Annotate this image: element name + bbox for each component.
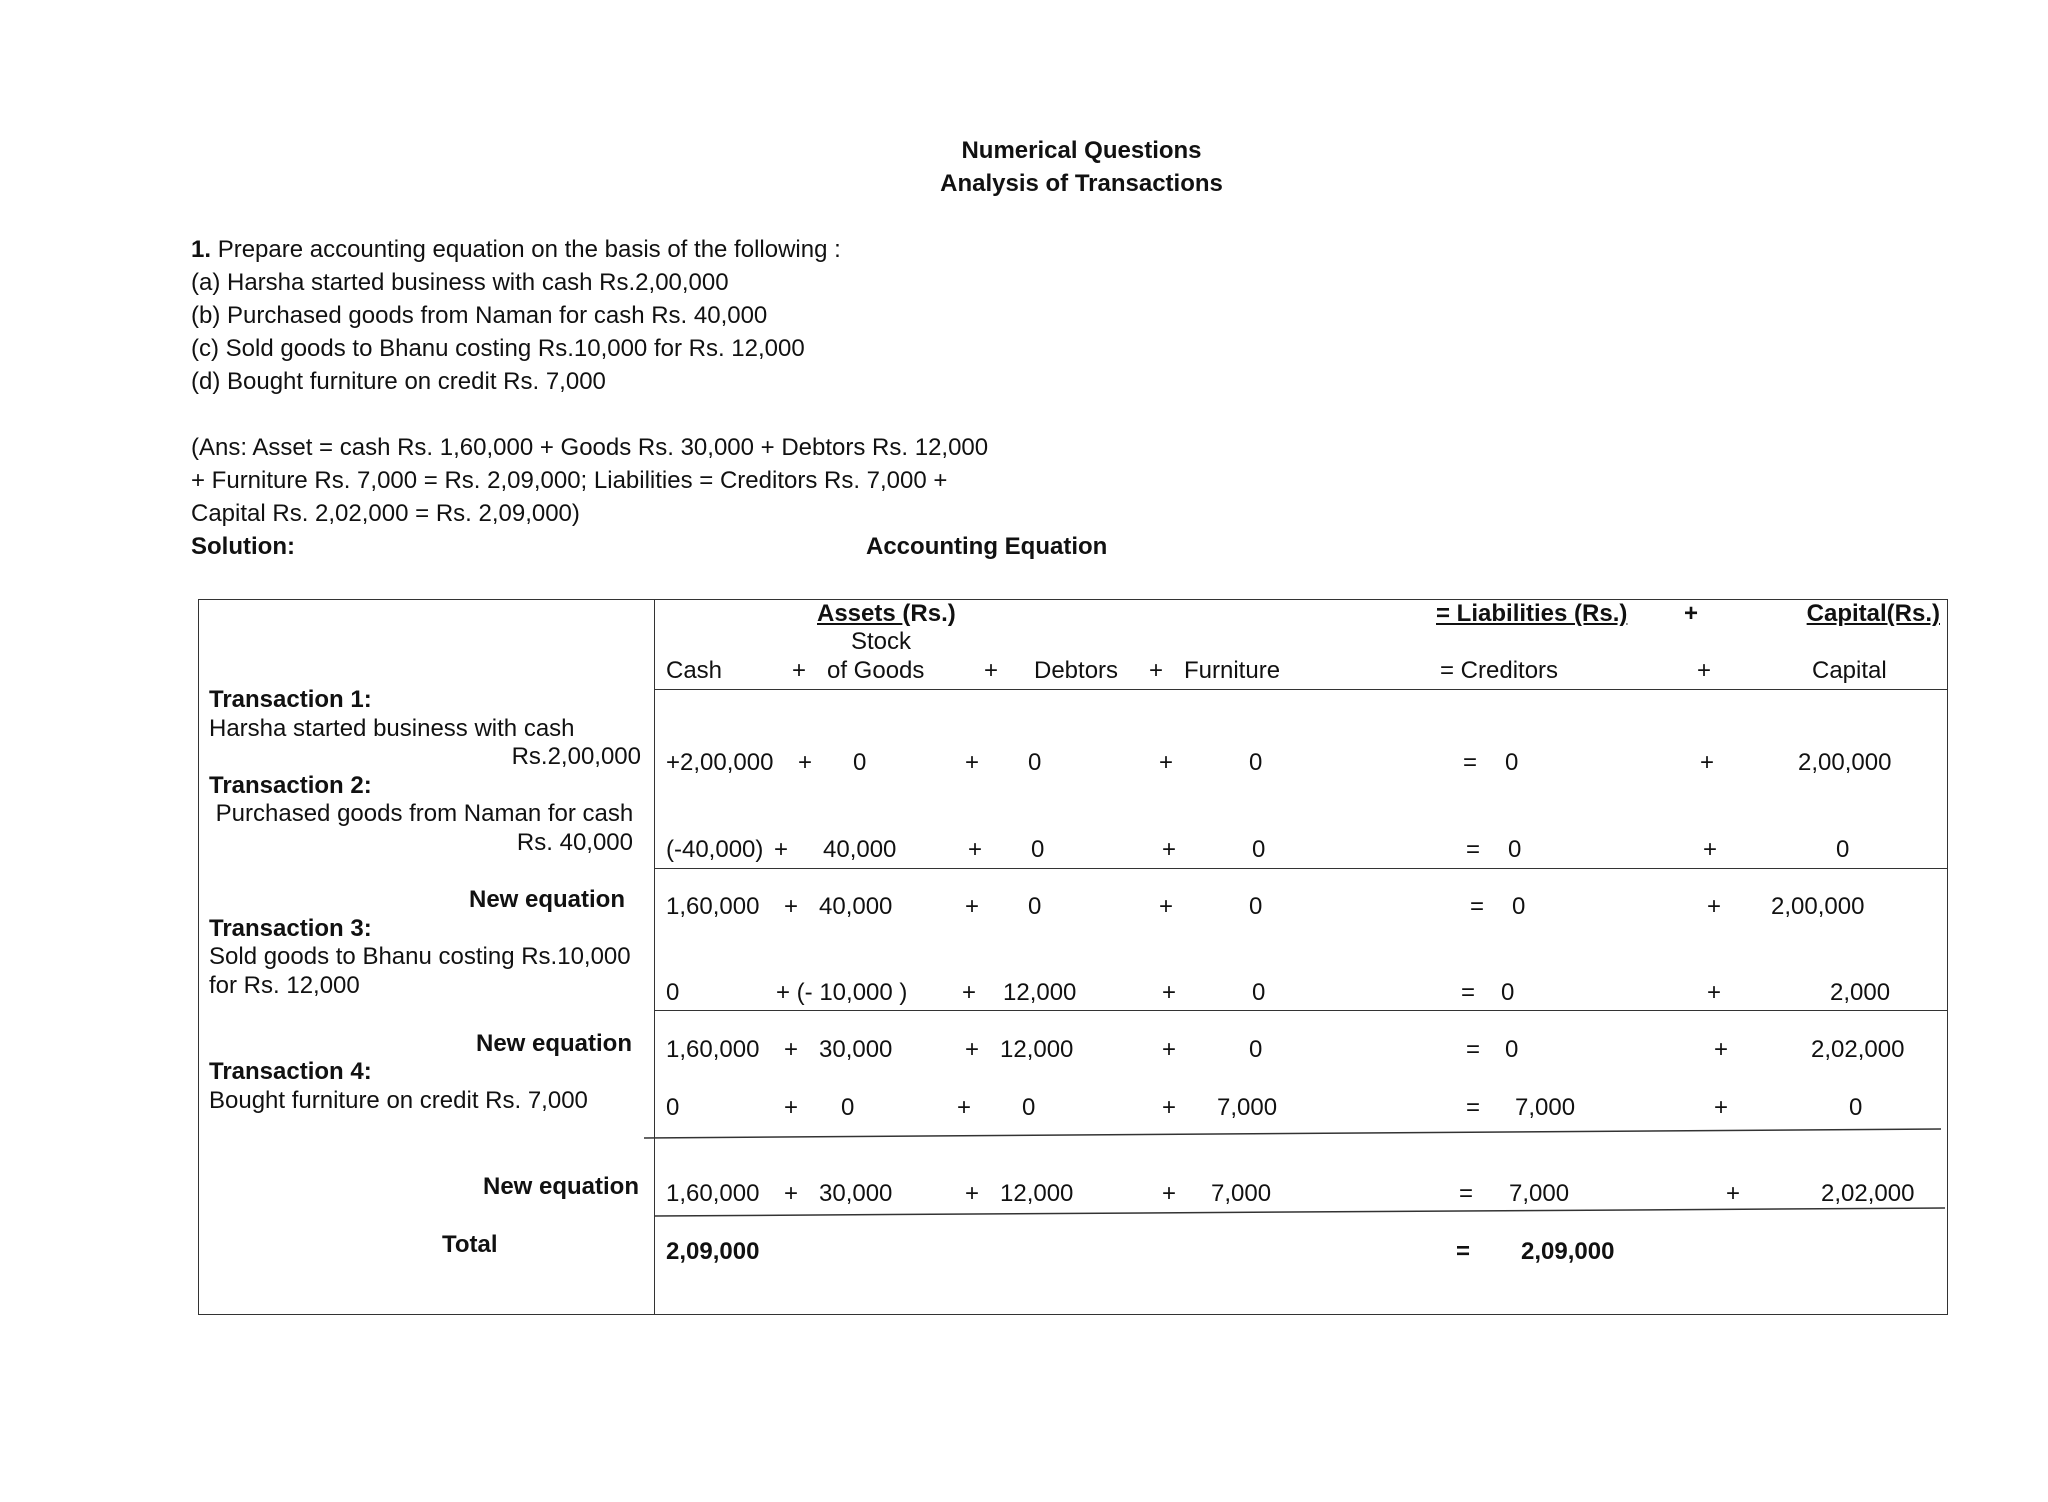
answer-line-2: + Furniture Rs. 7,000 = Rs. 2,09,000; Liabilities = Creditors Rs. 7,000 + (191, 467, 948, 494)
solution-label: Solution: (191, 533, 295, 560)
transaction-1-text: Harsha started business with cash (209, 715, 575, 742)
row-4-furniture: 0 (1252, 979, 1266, 1006)
plus-sign: + (1703, 836, 1718, 863)
total-label: Total (442, 1231, 498, 1258)
row-2-creditors: 0 (1508, 836, 1522, 863)
row-5-cash: 1,60,000 (666, 1036, 760, 1063)
equals-sign: = (1466, 1036, 1481, 1063)
row-7-capital: 2,02,000 (1821, 1180, 1915, 1207)
plus-sign: + (784, 1036, 799, 1063)
row-3-goods: 40,000 (819, 893, 893, 920)
plus-sign: + (1700, 749, 1715, 776)
transaction-4-title: Transaction 4: (209, 1058, 372, 1085)
question-item-d: (d) Bought furniture on credit Rs. 7,000 (191, 368, 606, 395)
equals-sign: = (1470, 893, 1485, 920)
transaction-2-text: Purchased goods from Naman for cash (209, 800, 634, 827)
plus-sign: + (792, 657, 807, 684)
transaction-3-text: Sold goods to Bhanu costing Rs.10,000 (209, 943, 631, 970)
plus-sign: + (1707, 893, 1722, 920)
new-equation-label: New equation (468, 886, 625, 913)
plus-sign: + (1162, 1094, 1177, 1121)
cash-header: Cash (666, 657, 723, 684)
transaction-3-amount: for Rs. 12,000 (209, 972, 360, 999)
row-3-capital: 2,00,000 (1771, 893, 1865, 920)
row-6-creditors: 7,000 (1515, 1094, 1576, 1121)
transaction-1-title: Transaction 1: (209, 686, 372, 713)
page-subtitle: Analysis of Transactions (940, 170, 1223, 197)
plus-sign: + (784, 1094, 799, 1121)
plus-sign: + (1697, 657, 1712, 684)
liabilities-header: = Liabilities (Rs.) (1436, 600, 1628, 627)
row-rule-3 (644, 1129, 1941, 1138)
row-2-cash: (-40,000) (666, 836, 764, 863)
transaction-4-text: Bought furniture on credit Rs. 7,000 (209, 1087, 588, 1114)
row-7-goods: 30,000 (819, 1180, 893, 1207)
row-1-debtors: 0 (1028, 749, 1042, 776)
row-5-capital: 2,02,000 (1811, 1036, 1905, 1063)
row-5-goods: 30,000 (819, 1036, 893, 1063)
row-4-capital: 2,000 (1830, 979, 1891, 1006)
row-4-debtors: 12,000 (1003, 979, 1077, 1006)
equals-sign: = (1461, 979, 1476, 1006)
row-1-creditors: 0 (1505, 749, 1519, 776)
plus-sign: + (798, 749, 813, 776)
plus-sign: + (1162, 1180, 1177, 1207)
question-number: 1. (191, 236, 212, 263)
transaction-1-amount: Rs.2,00,000 (511, 743, 641, 770)
row-1-capital: 2,00,000 (1798, 749, 1892, 776)
plus-sign: + (1162, 1036, 1177, 1063)
new-equation-label: New equation (475, 1030, 632, 1057)
row-7-creditors: 7,000 (1509, 1180, 1570, 1207)
question-item-b: (b) Purchased goods from Naman for cash Rs. 40,000 (191, 302, 768, 329)
question-prompt: Prepare accounting equation on the basis of the following : (217, 236, 841, 263)
plus-sign: + (1159, 893, 1174, 920)
row-6-furniture: 7,000 (1217, 1094, 1278, 1121)
plus-sign: + (784, 893, 799, 920)
row-3-cash: 1,60,000 (666, 893, 760, 920)
plus-sign: + (965, 1036, 980, 1063)
row-6-cash: 0 (666, 1094, 680, 1121)
answer-line-1: (Ans: Asset = cash Rs. 1,60,000 + Goods Rs. 30,000 + Debtors Rs. 12,000 (191, 434, 989, 461)
equals-sign: = (1466, 836, 1481, 863)
equals-sign: = (1466, 1094, 1481, 1121)
row-3-debtors: 0 (1028, 893, 1042, 920)
row-1-furniture: 0 (1249, 749, 1263, 776)
furniture-header: Furniture (1184, 657, 1281, 684)
row-4-cash: 0 (666, 979, 680, 1006)
plus-sign: + (962, 979, 977, 1006)
question-item-a: (a) Harsha started business with cash Rs.2,00,000 (191, 269, 729, 296)
capital-header: Capital(Rs.) (1806, 600, 1940, 627)
row-6-capital: 0 (1849, 1094, 1863, 1121)
new-equation-label: New equation (482, 1173, 639, 1200)
page-title: Numerical Questions (961, 137, 1202, 164)
row-2-furniture: 0 (1252, 836, 1266, 863)
transaction-2-title: Transaction 2: (209, 772, 372, 799)
row-3-furniture: 0 (1249, 893, 1263, 920)
plus-sign: + (774, 836, 789, 863)
row-5-creditors: 0 (1505, 1036, 1519, 1063)
row-3-creditors: 0 (1512, 893, 1526, 920)
row-1-goods: 0 (853, 749, 867, 776)
row-2-debtors: 0 (1031, 836, 1045, 863)
equals-sign: = (1463, 749, 1478, 776)
row-5-furniture: 0 (1249, 1036, 1263, 1063)
plus-sign: + (1714, 1036, 1729, 1063)
row-2-capital: 0 (1836, 836, 1850, 863)
plus-sign: + (1714, 1094, 1729, 1121)
stock-header: Stock (851, 628, 912, 655)
plus-sign: + (1726, 1180, 1741, 1207)
total-assets: 2,09,000 (666, 1238, 760, 1265)
plus-sign: + (1159, 749, 1174, 776)
row-5-debtors: 12,000 (1000, 1036, 1074, 1063)
assets-header: Assets (Rs.) (817, 600, 956, 627)
goods-header: of Goods (827, 657, 925, 684)
row-7-debtors: 12,000 (1000, 1180, 1074, 1207)
table-title: Accounting Equation (866, 533, 1108, 560)
header-plus: + (1684, 600, 1699, 627)
plus-sign: + (968, 836, 983, 863)
plus-sign: + (965, 749, 980, 776)
debtors-header: Debtors (1034, 657, 1119, 684)
plus-sign: + (1149, 657, 1164, 684)
plus-sign: + (1162, 836, 1177, 863)
row-7-cash: 1,60,000 (666, 1180, 760, 1207)
creditors-header: = Creditors (1440, 657, 1559, 684)
row-4-creditors: 0 (1501, 979, 1515, 1006)
answer-line-3: Capital Rs. 2,02,000 = Rs. 2,09,000) (191, 500, 580, 527)
row-7-furniture: 7,000 (1211, 1180, 1272, 1207)
row-6-goods: 0 (841, 1094, 855, 1121)
question-item-c: (c) Sold goods to Bhanu costing Rs.10,000 for Rs. 12,000 (191, 335, 805, 362)
row-4-goods: + (- 10,000 ) (776, 979, 908, 1006)
row-rule-4 (654, 1208, 1945, 1216)
plus-sign: + (957, 1094, 972, 1121)
plus-sign: + (984, 657, 999, 684)
plus-sign: + (1707, 979, 1722, 1006)
plus-sign: + (965, 893, 980, 920)
row-2-goods: 40,000 (823, 836, 897, 863)
transaction-3-title: Transaction 3: (209, 915, 372, 942)
transaction-2-amount: Rs. 40,000 (516, 829, 633, 856)
total-equals: = (1456, 1238, 1471, 1265)
plus-sign: + (965, 1180, 980, 1207)
row-6-debtors: 0 (1022, 1094, 1036, 1121)
capital-col-header: Capital (1812, 657, 1887, 684)
plus-sign: + (1162, 979, 1177, 1006)
plus-sign: + (784, 1180, 799, 1207)
row-1-cash: +2,00,000 (666, 749, 774, 776)
total-liabilities: 2,09,000 (1521, 1238, 1615, 1265)
equals-sign: = (1459, 1180, 1474, 1207)
